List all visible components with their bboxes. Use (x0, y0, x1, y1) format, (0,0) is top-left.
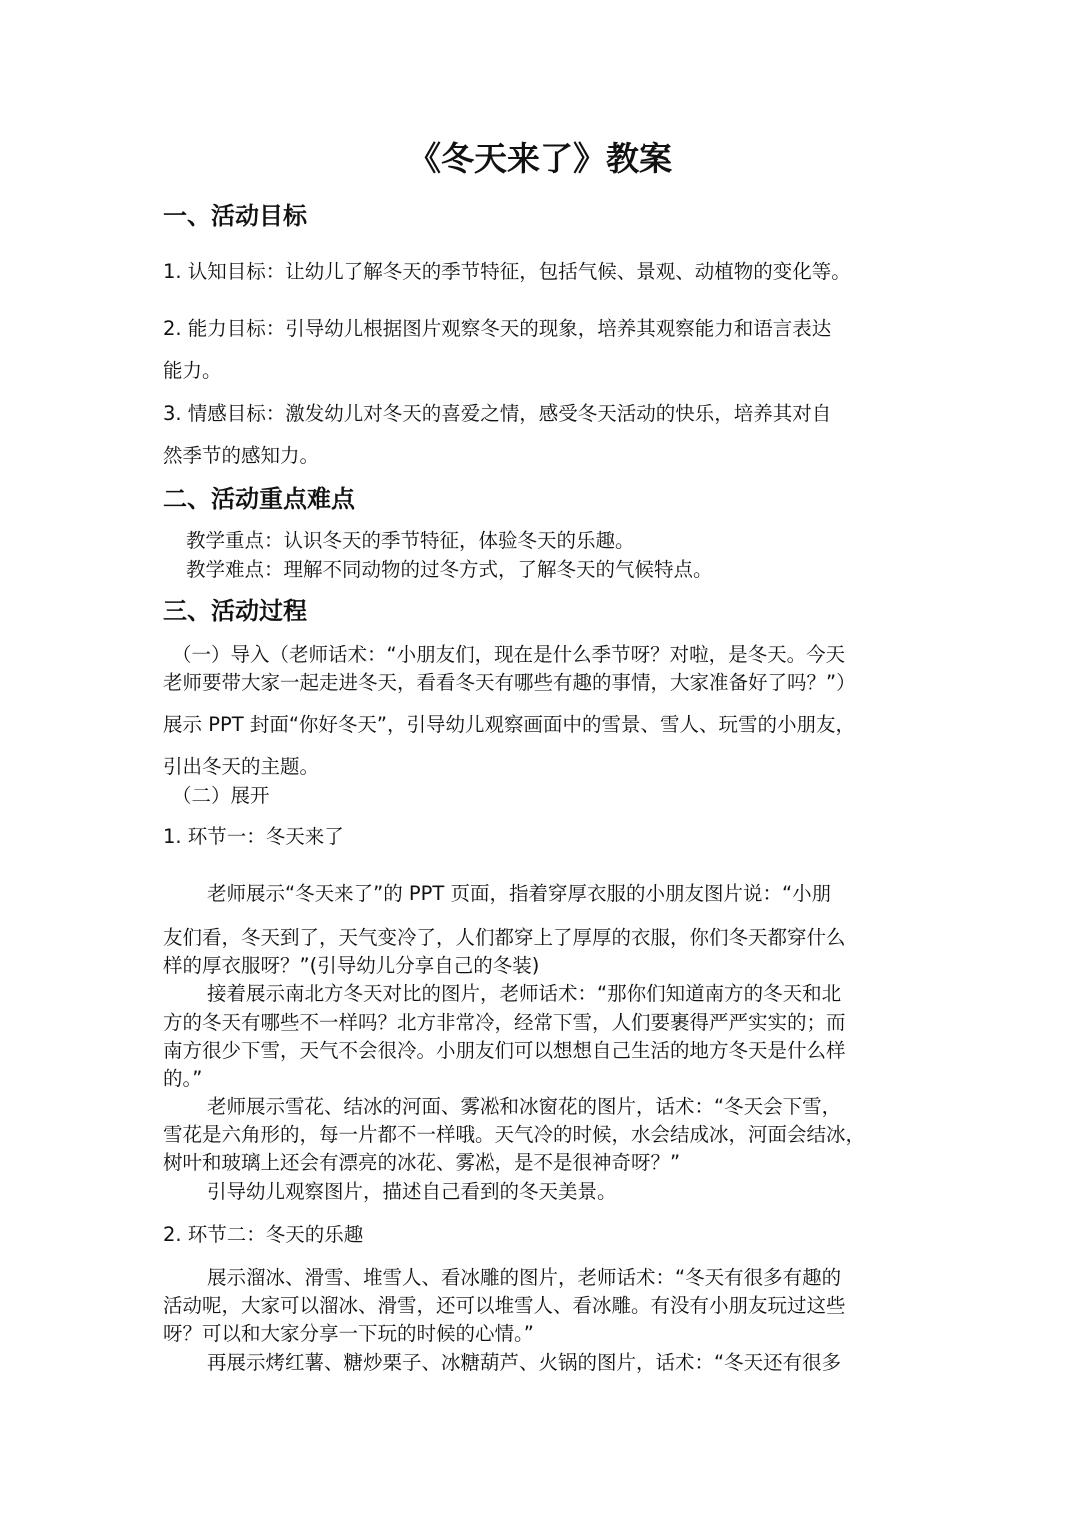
paragraph-line: 雪花是六角形的，每一片都不一样哦。天气冷的时候，水会结成冰，河面会结冰， (163, 1123, 866, 1146)
paragraph-line: 1. 环节一：冬天来了 (163, 825, 344, 848)
paragraph-line: 南方很少下雪，天气不会很冷。小朋友们可以想想自己生活的地方冬天是什么样 (163, 1039, 846, 1062)
section-heading-key-points: 二、活动重点难点 (163, 485, 355, 513)
paragraph-line: 方的冬天有哪些不一样吗？北方非常冷，经常下雪，人们要裹得严严实实的；而 (163, 1011, 846, 1034)
paragraph-line: 老师要带大家一起走进冬天，看看冬天有哪些有趣的事情，大家准备好了吗？”） (163, 671, 856, 694)
paragraph-line: 活动呢，大家可以溜冰、滑雪，还可以堆雪人、看冰雕。有没有小朋友玩过这些 (163, 1294, 846, 1317)
section-heading-goals: 一、活动目标 (163, 202, 307, 230)
paragraph-line: 样的厚衣服呀？”(引导幼儿分享自己的冬装) (163, 954, 540, 977)
paragraph-line: 2. 环节二：冬天的乐趣 (163, 1223, 364, 1246)
document-title: 《冬天来了》教案 (408, 139, 672, 178)
paragraph-line: 老师展示“冬天来了”的 PPT 页面，指着穿厚衣服的小朋友图片说：“小朋 (207, 882, 832, 905)
paragraph-line: 然季节的感知力。 (163, 444, 320, 467)
paragraph-line: 友们看，冬天到了，天气变冷了，人们都穿上了厚厚的衣服，你们冬天都穿什么 (163, 926, 846, 949)
paragraph-line: 教学难点：理解不同动物的过冬方式，了解冬天的气候特点。 (186, 558, 713, 581)
paragraph-line: 呀？可以和大家分享一下玩的时候的心情。” (163, 1322, 534, 1345)
paragraph-line: 展示溜冰、滑雪、堆雪人、看冰雕的图片，老师话术：“冬天有很多有趣的 (207, 1266, 842, 1289)
paragraph-line: 展示 PPT 封面“你好冬天”，引导幼儿观察画面中的雪景、雪人、玩雪的小朋友， (163, 713, 856, 736)
paragraph-line: 树叶和玻璃上还会有漂亮的冰花、雾凇，是不是很神奇呀？” (163, 1151, 681, 1174)
paragraph-line: 能力。 (163, 359, 222, 382)
paragraph-line: 教学重点：认识冬天的季节特征，体验冬天的乐趣。 (186, 529, 635, 552)
paragraph-line: 的。” (163, 1067, 203, 1090)
paragraph-line: 老师展示雪花、结冰的河面、雾凇和冰窗花的图片，话术：“冬天会下雪， (207, 1095, 842, 1118)
paragraph-line: 1. 认知目标：让幼儿了解冬天的季节特征，包括气候、景观、动植物的变化等。 (163, 260, 851, 283)
paragraph-line: 接着展示南北方冬天对比的图片，老师话术：“那你们知道南方的冬天和北 (207, 982, 842, 1005)
paragraph-line: 引出冬天的主题。 (163, 755, 320, 778)
paragraph-line: 引导幼儿观察图片，描述自己看到的冬天美景。 (207, 1180, 617, 1203)
paragraph-line: 3. 情感目标：激发幼儿对冬天的喜爱之情，感受冬天活动的快乐，培养其对自 (163, 402, 832, 425)
paragraph-line: 再展示烤红薯、糖炒栗子、冰糖葫芦、火锅的图片，话术：“冬天还有很多 (207, 1351, 842, 1374)
paragraph-line: 2. 能力目标：引导幼儿根据图片观察冬天的现象，培养其观察能力和语言表达 (163, 317, 832, 340)
paragraph-line: （二）展开 (172, 784, 270, 807)
paragraph-line: （一）导入（老师话术：“小朋友们，现在是什么季节呀？对啦，是冬天。今天 (172, 643, 846, 666)
section-heading-process: 三、活动过程 (163, 597, 307, 625)
